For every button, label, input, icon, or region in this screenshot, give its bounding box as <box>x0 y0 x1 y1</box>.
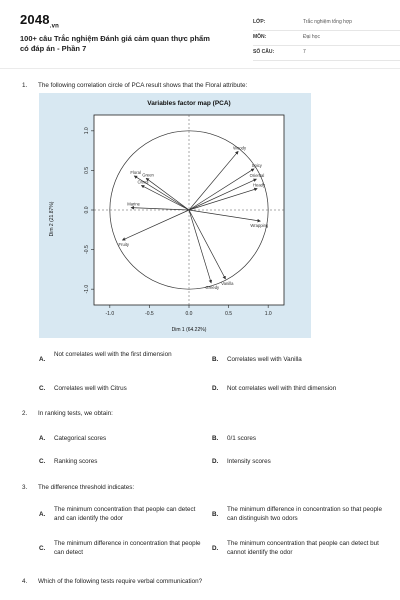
option-letter: A. <box>39 356 46 363</box>
chart-plot-layer <box>84 115 284 317</box>
option-letter: C. <box>39 385 46 392</box>
option-2a[interactable] <box>39 434 209 444</box>
option-text: 0/1 scores <box>227 435 257 442</box>
option-letter: D. <box>212 385 219 392</box>
meta-row-count <box>253 46 400 61</box>
option-letter: B. <box>212 356 219 363</box>
variable-label: Floral <box>130 169 141 175</box>
header-divider <box>0 68 400 69</box>
option-letter: A. <box>39 435 46 442</box>
option-1c[interactable] <box>39 384 209 394</box>
option-3d[interactable] <box>212 539 387 559</box>
option-letter: B. <box>212 511 219 518</box>
option-letter: D. <box>212 545 219 552</box>
meta-row-subject <box>253 31 400 46</box>
pca-chart-svg <box>39 93 311 338</box>
meta-key: MÔN: <box>253 34 267 40</box>
question-text: In ranking tests, we obtain: <box>38 410 113 417</box>
y-tick-label: -1.0 <box>84 284 90 294</box>
site-logo[interactable]: $2048_{.vn}$ <box>20 12 60 30</box>
x-tick-label: -0.5 <box>145 311 154 317</box>
variable-label: Spicy <box>251 162 262 168</box>
meta-info <box>253 16 400 61</box>
option-2b[interactable] <box>212 434 382 444</box>
question-number: 3. <box>22 484 28 491</box>
option-2c[interactable] <box>39 457 209 467</box>
meta-row-class <box>253 16 400 31</box>
option-1d[interactable] <box>212 384 387 394</box>
variable-label: Heady <box>252 182 266 188</box>
option-3a[interactable] <box>39 505 209 525</box>
variable-label: Woody <box>233 145 247 151</box>
option-letter: C. <box>39 545 46 552</box>
question-number: 1. <box>22 82 28 89</box>
variable-label: Oriental <box>249 173 265 179</box>
meta-value: Đại học <box>303 34 320 40</box>
page-header <box>20 10 385 60</box>
meta-value: 7 <box>303 49 306 55</box>
option-3b[interactable] <box>212 505 387 525</box>
x-tick-label: 0.0 <box>185 311 193 317</box>
option-text: Categorical scores <box>54 435 107 442</box>
question-2 <box>22 409 113 418</box>
meta-key: LỚP: <box>253 19 266 25</box>
question-number: 2. <box>22 410 28 417</box>
x-tick-label: 1.0 <box>264 311 272 317</box>
variable-label: Fruity <box>118 242 129 248</box>
option-text: The minimum concentration that people can detect but cannot identify the odor <box>227 540 379 556</box>
logo-suffix: .vn <box>49 23 60 30</box>
option-text: Correlates well with Vanilla <box>227 356 302 363</box>
question-number: 4. <box>22 578 28 585</box>
chart-x-axis-label: Dim 1 (64.22%) <box>171 327 207 333</box>
option-letter: D. <box>212 458 219 465</box>
option-text: The minimum difference in concentration so that people can distinguish two odors <box>227 506 382 522</box>
chart-title: Variables factor map (PCA) <box>147 100 231 107</box>
document-title: 100+ câu Trắc nghiệm Đánh giá cảm quan thực phẩm có đáp án - Phần 7 <box>20 34 210 53</box>
variable-label: Marine <box>127 201 141 207</box>
x-tick-label: -1.0 <box>105 311 115 317</box>
y-tick-label: 0.0 <box>84 206 90 214</box>
option-letter: C. <box>39 458 46 465</box>
y-tick-label: 1.0 <box>84 127 90 135</box>
meta-key: SỐ CÂU: <box>253 49 275 55</box>
option-letter: B. <box>212 435 219 442</box>
question-text: Which of the following tests require verbal communication? <box>38 578 203 585</box>
option-2d[interactable] <box>212 457 382 467</box>
question-text: The difference threshold indicates: <box>38 484 135 491</box>
option-text: Ranking scores <box>54 458 98 465</box>
variable-label: Greedy <box>205 284 220 290</box>
option-3c[interactable] <box>39 539 209 559</box>
chart-y-axis-label: Dim 2 (21.87%) <box>49 201 55 237</box>
option-text: Not correlates well with the first dimension <box>54 351 172 358</box>
option-1a[interactable] <box>39 350 209 370</box>
question-4 <box>22 577 202 586</box>
meta-value: Trắc nghiệm tổng hợp <box>303 19 352 25</box>
variable-label: Green <box>142 172 154 178</box>
option-text: Correlates well with Citrus <box>54 385 127 392</box>
y-tick-label: 0.5 <box>84 166 90 174</box>
option-text: The minimum concentration that people can detect and can identify the odor <box>54 506 196 522</box>
option-letter: A. <box>39 511 46 518</box>
option-1b[interactable] <box>212 355 382 365</box>
option-text: Not correlates well with third dimension <box>227 385 337 392</box>
variable-label: Citrus <box>137 179 149 185</box>
pca-chart <box>39 93 311 338</box>
question-text: The following correlation circle of PCA result shows that the Floral attribute: <box>38 82 248 89</box>
variable-label: Wrapping <box>250 223 269 229</box>
y-tick-label: -0.5 <box>84 245 90 254</box>
variable-label: Vanilla <box>221 280 234 286</box>
option-text: The minimum difference in concentration that people can detect <box>54 540 201 556</box>
question-1 <box>22 81 247 90</box>
option-text: Intensity scores <box>227 458 271 465</box>
question-3 <box>22 483 134 492</box>
x-tick-label: 0.5 <box>225 311 233 317</box>
